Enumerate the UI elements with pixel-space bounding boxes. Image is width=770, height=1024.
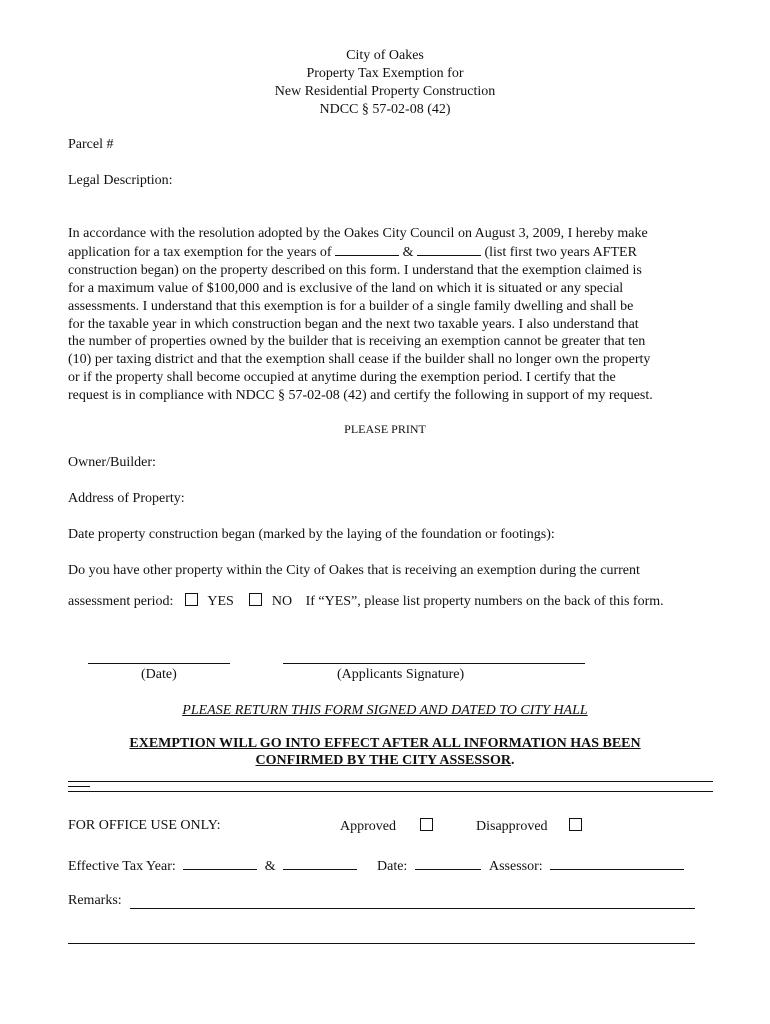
owner-builder-label: Owner/Builder: [68,455,156,470]
effect-notice-text: CONFIRMED BY THE CITY ASSESSOR [255,753,511,768]
effective-year2-field[interactable] [283,857,357,870]
header-city: City of Oakes [346,48,424,63]
statement-text: (list first two years AFTER [484,244,637,260]
effective-amp: & [264,859,276,874]
return-notice: PLEASE RETURN THIS FORM SIGNED AND DATED TO CITY HALL [182,703,588,718]
header-subtitle: New Residential Property Construction [274,84,496,99]
remarks-line[interactable] [130,908,695,909]
year1-field[interactable] [335,243,399,256]
effective-year1-field[interactable] [183,857,257,870]
office-date-label: Date: [377,859,408,874]
office-date-field[interactable] [415,857,481,870]
statement-line: for the taxable year in which construction began and the next two taxable years. I also understand that [68,316,639,332]
separator-line [68,791,713,792]
approved-row [340,818,433,835]
header-title: Property Tax Exemption for [306,66,464,81]
statement-line: for a maximum value of $100,000 and is exclusive of the land on which it is situated or any special [68,280,624,296]
statement-line: request is in compliance with NDCC § 57-02-08 (42) and certify the following in support of my request. [68,388,653,404]
effect-notice-period: . [510,753,515,768]
statement-line: or if the property shall become occupied at anytime during the exemption period. I certify that the [68,370,616,386]
disapproved-checkbox[interactable] [569,818,582,831]
yes-label: YES [207,594,234,609]
approved-checkbox[interactable] [420,818,433,831]
form-header [0,47,770,119]
applicant-signature-line[interactable] [283,663,585,664]
approved-label: Approved [340,819,396,834]
yes-checkbox[interactable] [185,593,198,606]
office-date-row [377,857,481,875]
other-property-question: Do you have other property within the City of Oakes that is receiving an exemption during the current [68,563,640,578]
statement-line: assessments. I understand that this exemption is for a builder of a single family dwelling and shall be [68,298,634,314]
separator-short-line [68,786,90,787]
header-statute: NDCC § 57-02-08 (42) [319,102,451,117]
disapproved-label: Disapproved [476,819,548,834]
effect-notice-line1: EXEMPTION WILL GO INTO EFFECT AFTER ALL INFORMATION HAS BEEN [129,736,641,751]
effect-notice-line2 [0,753,770,769]
remarks-line-2[interactable] [68,943,695,944]
amp-text: & [402,244,414,260]
effective-tax-year-row [68,857,357,875]
remarks-label: Remarks: [68,893,122,908]
if-yes-instructions: If “YES”, please list property numbers on the back of this form. [305,594,664,609]
assessment-period-row [68,593,664,610]
disapproved-row [476,818,582,835]
assessor-row [489,857,684,875]
effective-tax-year-label: Effective Tax Year: [68,859,176,874]
year2-field[interactable] [417,243,481,256]
separator-line [68,781,713,782]
statement-text: application for a tax exemption for the years of [68,244,332,260]
application-statement [68,225,708,405]
date-signature-line[interactable] [88,663,230,664]
please-print-note: PLEASE PRINT [344,422,426,436]
statement-line: In accordance with the resolution adopted by the Oakes City Council on August 3, 2009, I hereby make [68,226,648,241]
signature-caption: (Applicants Signature) [337,667,465,682]
legal-description-label: Legal Description: [68,173,173,188]
statement-line: the number of properties owned by the builder that is receiving an exemption cannot be greater that ten [68,334,646,350]
no-checkbox[interactable] [249,593,262,606]
construction-date-label: Date property construction began (marked by the laying of the foundation or footings): [68,527,555,542]
statement-line-years [68,243,708,262]
assessor-label: Assessor: [489,859,543,874]
statement-line: construction began) on the property described on this form. I understand that the exemption claimed is [68,262,642,278]
property-address-label: Address of Property: [68,491,185,506]
no-label: NO [271,594,293,609]
office-use-label: FOR OFFICE USE ONLY: [68,818,221,833]
date-caption: (Date) [141,667,177,682]
assessment-period-label: assessment period: [68,594,174,609]
statement-line: (10) per taxing district and that the exemption shall cease if the builder shall no longer own the property [68,352,651,368]
parcel-label: Parcel # [68,137,114,152]
assessor-field[interactable] [550,857,684,870]
